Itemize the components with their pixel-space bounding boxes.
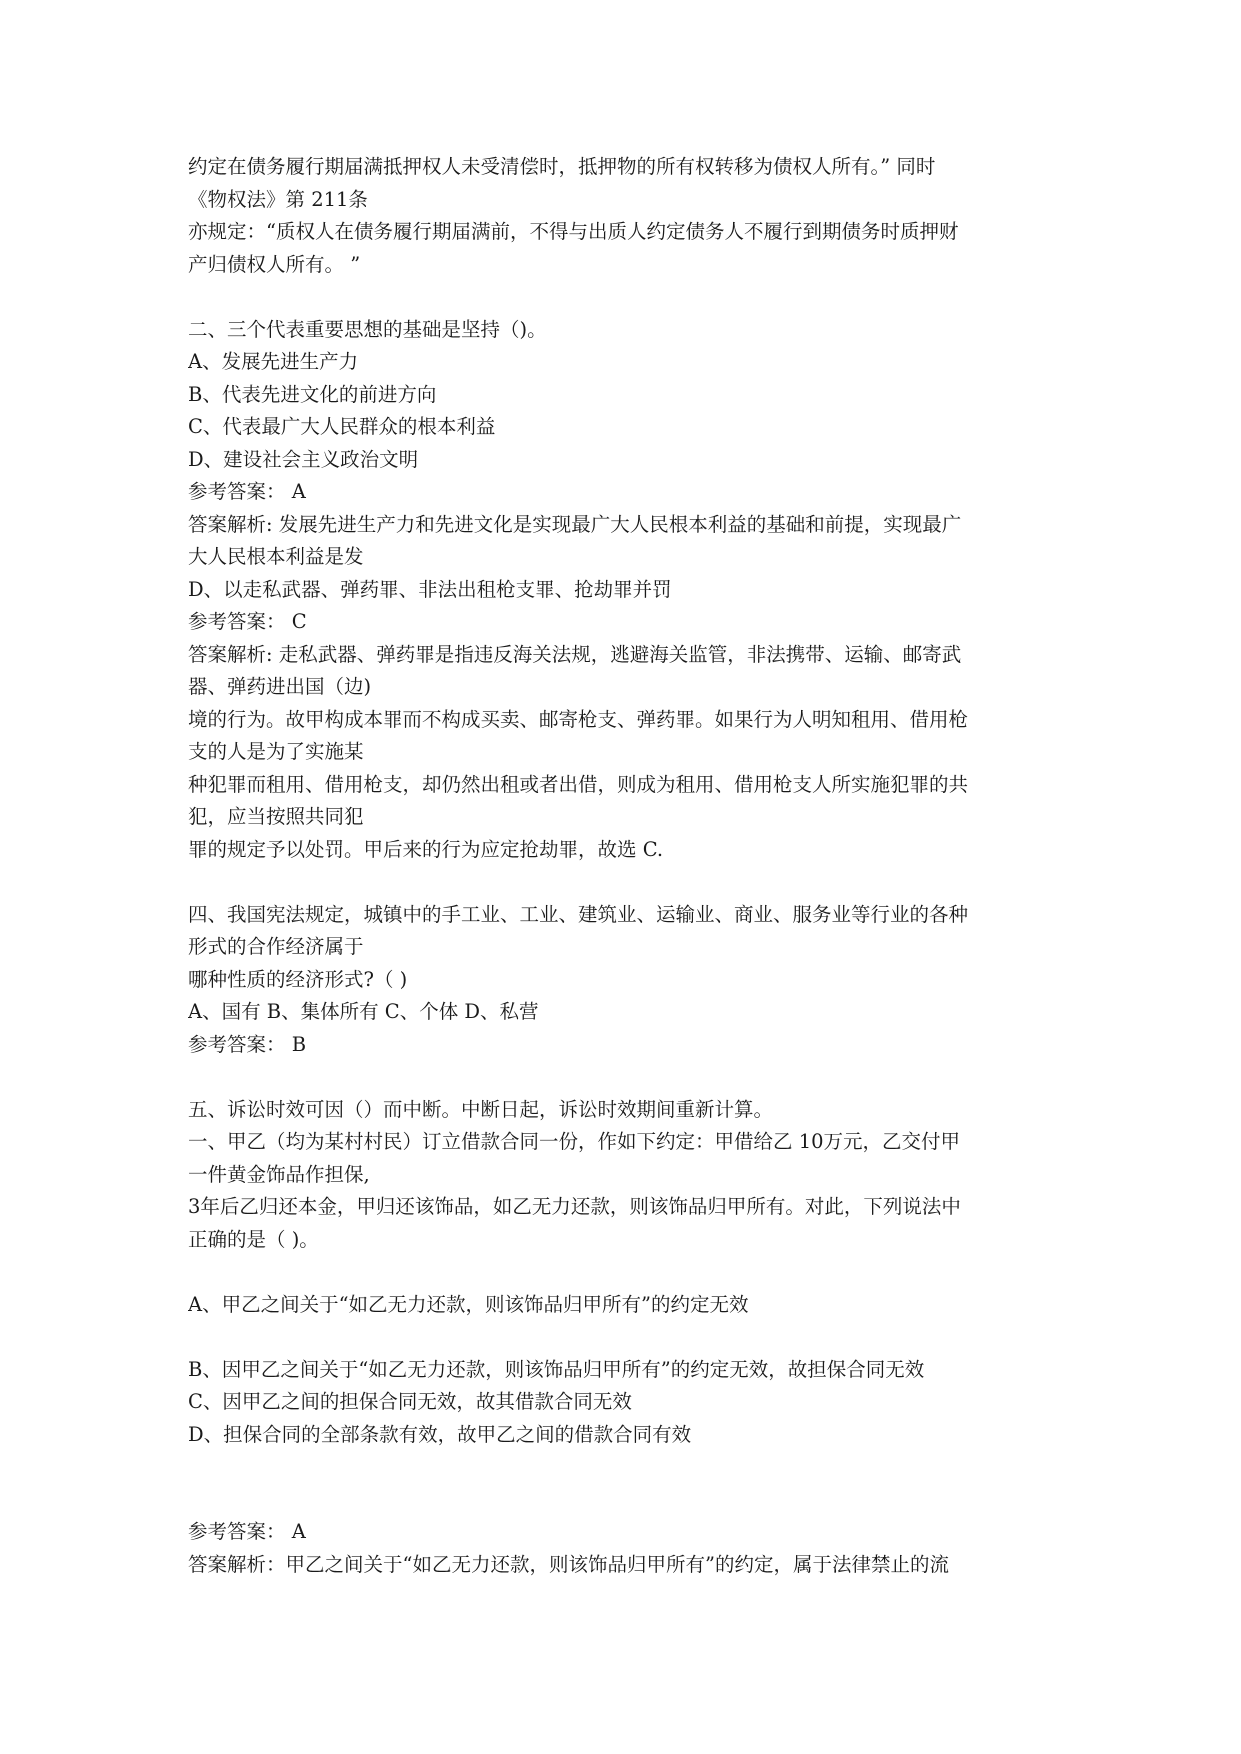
answer-option: D、以走私武器、弹药罪、非法出租枪支罪、抢劫罪并罚 <box>188 577 672 601</box>
blank-line <box>188 1451 1058 1516</box>
answer-explanation: 器、弹药进出国（边) <box>188 675 372 698</box>
question-heading: 哪种性质的经济形式?（ ) <box>188 967 408 991</box>
blank-line <box>188 1321 1058 1354</box>
text-line: 亦规定：“质权人在债务履行期届满前，不得与出质人约定债务人不履行到期债务时质押财 <box>188 220 959 243</box>
answer-explanation: 答案解析: 走私武器、弹药罪是指违反海关法规，逃避海关监管，非法携带、运输、邮寄武 <box>188 642 962 666</box>
answer-option: A、甲乙之间关于“如乙无力还款，则该饰品归甲所有”的约定无效 <box>188 1292 749 1316</box>
question-heading: 一、甲乙（均为某村村民）订立借款合同一份，作如下约定：甲借给乙 10万元，乙交付甲 <box>188 1130 961 1153</box>
blank-line <box>188 281 1058 314</box>
question-heading: 五、诉讼时效可因（）而中断。中断日起，诉讼时效期间重新计算。 <box>188 1097 774 1121</box>
answer-explanation: 罪的规定予以处罚。甲后来的行为应定抢劫罪，故选 C. <box>188 837 664 861</box>
question-heading: 四、我国宪法规定，城镇中的手工业、工业、建筑业、运输业、商业、服务业等行业的各种 <box>188 902 969 926</box>
reference-answer: 参考答案： A <box>188 1520 306 1543</box>
answer-option: A、发展先进生产力 <box>188 350 359 373</box>
answer-option: D、担保合同的全部条款有效，故甲乙之间的借款合同有效 <box>188 1422 692 1446</box>
text-line: 产归债权人所有。 ” <box>188 252 361 276</box>
question-heading: 一件黄金饰品作担保, <box>188 1162 370 1186</box>
answer-option: A、国有 B、集体所有 C、个体 D、私营 <box>188 1000 539 1023</box>
answer-explanation: 支的人是为了实施某 <box>188 740 364 763</box>
answer-option: B、代表先进文化的前进方向 <box>188 382 437 406</box>
answer-explanation: 大人民根本利益是发 <box>188 545 364 568</box>
answer-option: C、因甲乙之间的担保合同无效，故其借款合同无效 <box>188 1390 632 1413</box>
reference-answer: 参考答案： C <box>188 610 307 633</box>
question-heading: 形式的合作经济属于 <box>188 935 364 958</box>
answer-explanation: 种犯罪而租用、借用枪支，却仍然出租或者出借，则成为租用、借用枪支人所实施犯罪的共 <box>188 772 969 796</box>
answer-explanation: 境的行为。故甲构成本罪而不构成买卖、邮寄枪支、弹药罪。如果行为人明知租用、借用枪 <box>188 707 969 731</box>
answer-option: B、因甲乙之间关于“如乙无力还款，则该饰品归甲所有”的约定无效，故担保合同无效 <box>188 1357 925 1381</box>
answer-explanation: 犯，应当按照共同犯 <box>188 805 364 828</box>
reference-answer: 参考答案： A <box>188 480 306 503</box>
answer-explanation: 答案解析：甲乙之间关于“如乙无力还款，则该饰品归甲所有”的约定，属于法律禁止的流 <box>188 1552 949 1576</box>
blank-line <box>188 1256 1058 1289</box>
document-body <box>188 151 1058 1581</box>
answer-option: C、代表最广大人民群众的根本利益 <box>188 415 496 438</box>
question-heading: 3年后乙归还本金，甲归还该饰品，如乙无力还款，则该饰品归甲所有。对此，下列说法中 <box>188 1195 961 1218</box>
question-heading: 二、三个代表重要思想的基础是坚持（)。 <box>188 317 547 341</box>
text-line: 《物权法》第 211条 <box>188 187 368 211</box>
text-line: 约定在债务履行期届满抵押权人未受清偿时，抵押物的所有权转移为债权人所有。” 同时 <box>188 155 936 178</box>
reference-answer: 参考答案： B <box>188 1032 307 1056</box>
answer-explanation: 答案解析: 发展先进生产力和先进文化是实现最广大人民根本利益的基础和前提，实现最广 <box>188 512 962 536</box>
blank-line <box>188 1061 1058 1094</box>
blank-line <box>188 866 1058 899</box>
answer-option: D、建设社会主义政治文明 <box>188 447 419 471</box>
question-heading: 正确的是（ )。 <box>188 1227 319 1251</box>
